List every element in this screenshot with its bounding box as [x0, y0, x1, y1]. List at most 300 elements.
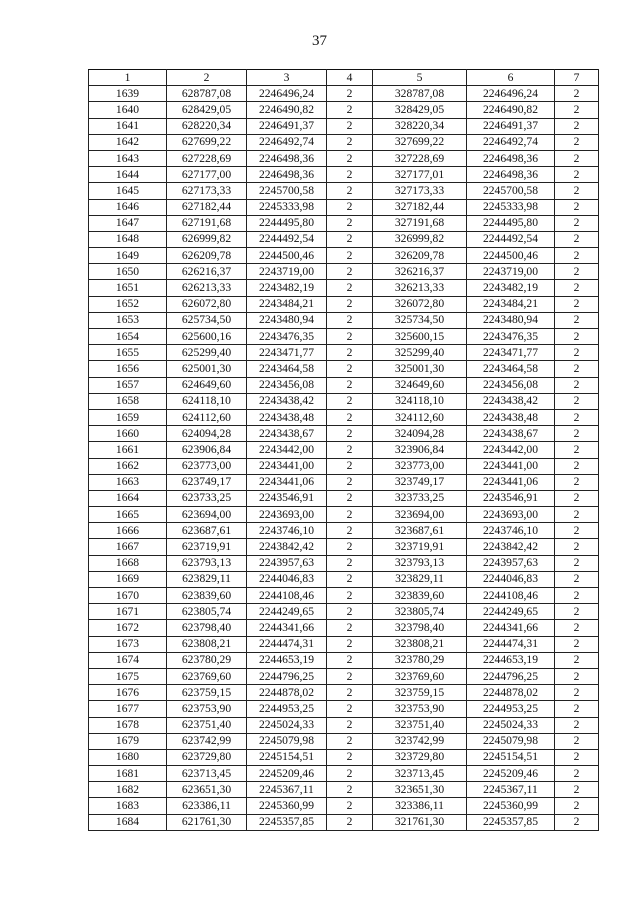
cell-x-coordinate: 623773,00: [167, 458, 247, 474]
cell-point-number: 1678: [89, 717, 167, 733]
cell-accuracy-class: 2: [327, 264, 373, 280]
table-row: [89, 377, 599, 393]
table-row: [89, 523, 599, 539]
cell-y-coordinate: 2245367,11: [247, 782, 327, 798]
cell-accuracy-class-alt: 2: [555, 523, 599, 539]
cell-accuracy-class: 2: [327, 507, 373, 523]
cell-point-number: 1665: [89, 507, 167, 523]
cell-y-coordinate-alt: 2243441,00: [467, 458, 555, 474]
cell-point-number: 1676: [89, 685, 167, 701]
cell-x-coordinate-alt: 327228,69: [373, 150, 467, 166]
cell-y-coordinate: 2243438,67: [247, 426, 327, 442]
header-cell-7: 7: [555, 70, 599, 86]
cell-accuracy-class: 2: [327, 215, 373, 231]
cell-accuracy-class-alt: 2: [555, 701, 599, 717]
cell-y-coordinate: 2245700,58: [247, 183, 327, 199]
cell-y-coordinate-alt: 2246491,37: [467, 118, 555, 134]
cell-x-coordinate: 627228,69: [167, 150, 247, 166]
cell-accuracy-class: 2: [327, 329, 373, 345]
cell-y-coordinate: 2243957,63: [247, 555, 327, 571]
cell-x-coordinate-alt: 326213,33: [373, 280, 467, 296]
table-body: [89, 86, 599, 831]
cell-accuracy-class-alt: 2: [555, 733, 599, 749]
cell-y-coordinate: 2244878,02: [247, 685, 327, 701]
cell-accuracy-class: 2: [327, 296, 373, 312]
cell-point-number: 1648: [89, 231, 167, 247]
cell-point-number: 1658: [89, 393, 167, 409]
cell-accuracy-class-alt: 2: [555, 199, 599, 215]
cell-accuracy-class-alt: 2: [555, 167, 599, 183]
table-row: [89, 150, 599, 166]
cell-y-coordinate-alt: 2244495,80: [467, 215, 555, 231]
cell-x-coordinate: 623719,91: [167, 539, 247, 555]
cell-accuracy-class: 2: [327, 361, 373, 377]
cell-y-coordinate: 2243438,42: [247, 393, 327, 409]
table-row: [89, 183, 599, 199]
cell-x-coordinate-alt: 325600,15: [373, 329, 467, 345]
cell-y-coordinate-alt: 2244492,54: [467, 231, 555, 247]
cell-y-coordinate-alt: 2245154,51: [467, 749, 555, 765]
cell-y-coordinate-alt: 2245360,99: [467, 798, 555, 814]
table-row: [89, 167, 599, 183]
cell-x-coordinate-alt: 323713,45: [373, 766, 467, 782]
cell-y-coordinate-alt: 2243471,77: [467, 345, 555, 361]
table-row: [89, 588, 599, 604]
table-row: [89, 199, 599, 215]
cell-y-coordinate-alt: 2244474,31: [467, 636, 555, 652]
table-row: [89, 685, 599, 701]
cell-y-coordinate: 2243484,21: [247, 296, 327, 312]
table-row: [89, 782, 599, 798]
cell-accuracy-class-alt: 2: [555, 717, 599, 733]
cell-x-coordinate: 628429,05: [167, 102, 247, 118]
table-row: [89, 442, 599, 458]
cell-x-coordinate-alt: 323780,29: [373, 652, 467, 668]
table-row: [89, 409, 599, 425]
cell-x-coordinate-alt: 323694,00: [373, 507, 467, 523]
table-row: [89, 701, 599, 717]
cell-y-coordinate: 2246496,24: [247, 86, 327, 102]
cell-x-coordinate: 623742,99: [167, 733, 247, 749]
cell-accuracy-class: 2: [327, 150, 373, 166]
table-row: [89, 539, 599, 555]
cell-point-number: 1655: [89, 345, 167, 361]
cell-y-coordinate: 2243842,42: [247, 539, 327, 555]
cell-x-coordinate-alt: 328220,34: [373, 118, 467, 134]
table-row: [89, 134, 599, 150]
cell-x-coordinate: 626209,78: [167, 248, 247, 264]
cell-x-coordinate-alt: 323751,40: [373, 717, 467, 733]
cell-x-coordinate: 626216,37: [167, 264, 247, 280]
cell-y-coordinate-alt: 2243480,94: [467, 312, 555, 328]
cell-y-coordinate-alt: 2245333,98: [467, 199, 555, 215]
cell-accuracy-class: 2: [327, 86, 373, 102]
cell-x-coordinate: 628787,08: [167, 86, 247, 102]
cell-y-coordinate: 2243480,94: [247, 312, 327, 328]
cell-y-coordinate-alt: 2243438,48: [467, 409, 555, 425]
cell-y-coordinate: 2245357,85: [247, 814, 327, 830]
cell-x-coordinate: 628220,34: [167, 118, 247, 134]
cell-accuracy-class: 2: [327, 636, 373, 652]
cell-y-coordinate: 2245360,99: [247, 798, 327, 814]
cell-accuracy-class: 2: [327, 312, 373, 328]
cell-x-coordinate: 623694,00: [167, 507, 247, 523]
cell-x-coordinate: 623906,84: [167, 442, 247, 458]
cell-accuracy-class-alt: 2: [555, 231, 599, 247]
cell-accuracy-class: 2: [327, 183, 373, 199]
cell-accuracy-class-alt: 2: [555, 766, 599, 782]
table-row: [89, 668, 599, 684]
cell-accuracy-class: 2: [327, 134, 373, 150]
cell-x-coordinate-alt: 323805,74: [373, 604, 467, 620]
cell-x-coordinate-alt: 323773,00: [373, 458, 467, 474]
table-row: [89, 798, 599, 814]
cell-accuracy-class: 2: [327, 571, 373, 587]
cell-accuracy-class: 2: [327, 231, 373, 247]
table-row: [89, 280, 599, 296]
table-row: [89, 620, 599, 636]
cell-accuracy-class-alt: 2: [555, 636, 599, 652]
cell-point-number: 1672: [89, 620, 167, 636]
cell-x-coordinate: 627177,00: [167, 167, 247, 183]
cell-y-coordinate: 2243441,00: [247, 458, 327, 474]
cell-accuracy-class-alt: 2: [555, 102, 599, 118]
table-row: [89, 345, 599, 361]
cell-accuracy-class-alt: 2: [555, 86, 599, 102]
cell-x-coordinate-alt: 325299,40: [373, 345, 467, 361]
cell-y-coordinate-alt: 2243546,91: [467, 490, 555, 506]
cell-point-number: 1667: [89, 539, 167, 555]
header-row: [89, 70, 599, 86]
cell-y-coordinate: 2244474,31: [247, 636, 327, 652]
cell-accuracy-class-alt: 2: [555, 361, 599, 377]
cell-x-coordinate: 626072,80: [167, 296, 247, 312]
cell-x-coordinate: 623805,74: [167, 604, 247, 620]
cell-accuracy-class: 2: [327, 652, 373, 668]
cell-accuracy-class-alt: 2: [555, 118, 599, 134]
cell-y-coordinate-alt: 2243442,00: [467, 442, 555, 458]
cell-y-coordinate-alt: 2244108,46: [467, 588, 555, 604]
cell-y-coordinate-alt: 2243719,00: [467, 264, 555, 280]
cell-accuracy-class-alt: 2: [555, 588, 599, 604]
cell-point-number: 1673: [89, 636, 167, 652]
cell-x-coordinate-alt: 323829,11: [373, 571, 467, 587]
cell-x-coordinate-alt: 323719,91: [373, 539, 467, 555]
cell-y-coordinate: 2246492,74: [247, 134, 327, 150]
coordinates-table: [88, 69, 599, 831]
cell-x-coordinate: 621761,30: [167, 814, 247, 830]
header-cell-6: 6: [467, 70, 555, 86]
cell-accuracy-class: 2: [327, 474, 373, 490]
cell-y-coordinate: 2246498,36: [247, 150, 327, 166]
cell-x-coordinate-alt: 324112,60: [373, 409, 467, 425]
cell-point-number: 1654: [89, 329, 167, 345]
cell-accuracy-class-alt: 2: [555, 474, 599, 490]
header-cell-5: 5: [373, 70, 467, 86]
cell-x-coordinate: 624112,60: [167, 409, 247, 425]
cell-x-coordinate: 623793,13: [167, 555, 247, 571]
table-row: [89, 814, 599, 830]
cell-x-coordinate: 625299,40: [167, 345, 247, 361]
cell-x-coordinate: 625734,50: [167, 312, 247, 328]
cell-accuracy-class-alt: 2: [555, 134, 599, 150]
cell-x-coordinate-alt: 323839,60: [373, 588, 467, 604]
cell-y-coordinate: 2243719,00: [247, 264, 327, 280]
cell-x-coordinate-alt: 323808,21: [373, 636, 467, 652]
table-row: [89, 329, 599, 345]
cell-x-coordinate-alt: 326999,82: [373, 231, 467, 247]
cell-y-coordinate-alt: 2243464,58: [467, 361, 555, 377]
cell-accuracy-class: 2: [327, 102, 373, 118]
cell-accuracy-class: 2: [327, 393, 373, 409]
cell-accuracy-class-alt: 2: [555, 604, 599, 620]
cell-accuracy-class-alt: 2: [555, 329, 599, 345]
cell-point-number: 1647: [89, 215, 167, 231]
cell-point-number: 1668: [89, 555, 167, 571]
table-row: [89, 86, 599, 102]
cell-y-coordinate-alt: 2243484,21: [467, 296, 555, 312]
cell-point-number: 1646: [89, 199, 167, 215]
cell-point-number: 1666: [89, 523, 167, 539]
table-row: [89, 231, 599, 247]
cell-y-coordinate: 2243476,35: [247, 329, 327, 345]
cell-accuracy-class-alt: 2: [555, 685, 599, 701]
cell-y-coordinate: 2244341,66: [247, 620, 327, 636]
cell-point-number: 1663: [89, 474, 167, 490]
table-header: [89, 70, 599, 86]
cell-accuracy-class: 2: [327, 377, 373, 393]
cell-point-number: 1650: [89, 264, 167, 280]
cell-accuracy-class: 2: [327, 717, 373, 733]
table-row: [89, 361, 599, 377]
cell-y-coordinate: 2243464,58: [247, 361, 327, 377]
cell-x-coordinate-alt: 326209,78: [373, 248, 467, 264]
cell-point-number: 1671: [89, 604, 167, 620]
cell-point-number: 1645: [89, 183, 167, 199]
cell-y-coordinate-alt: 2245367,11: [467, 782, 555, 798]
cell-y-coordinate: 2245024,33: [247, 717, 327, 733]
cell-point-number: 1662: [89, 458, 167, 474]
cell-y-coordinate-alt: 2246490,82: [467, 102, 555, 118]
cell-point-number: 1664: [89, 490, 167, 506]
cell-accuracy-class: 2: [327, 523, 373, 539]
header-cell-2: 2: [167, 70, 247, 86]
cell-accuracy-class: 2: [327, 782, 373, 798]
cell-accuracy-class: 2: [327, 814, 373, 830]
cell-y-coordinate: 2243456,08: [247, 377, 327, 393]
cell-x-coordinate: 624649,60: [167, 377, 247, 393]
cell-point-number: 1651: [89, 280, 167, 296]
cell-point-number: 1670: [89, 588, 167, 604]
cell-accuracy-class-alt: 2: [555, 393, 599, 409]
cell-x-coordinate-alt: 327177,01: [373, 167, 467, 183]
cell-accuracy-class-alt: 2: [555, 749, 599, 765]
cell-accuracy-class: 2: [327, 458, 373, 474]
cell-y-coordinate: 2245154,51: [247, 749, 327, 765]
cell-x-coordinate-alt: 327699,22: [373, 134, 467, 150]
cell-y-coordinate: 2243546,91: [247, 490, 327, 506]
table-row: [89, 749, 599, 765]
cell-y-coordinate: 2246491,37: [247, 118, 327, 134]
cell-accuracy-class-alt: 2: [555, 652, 599, 668]
cell-accuracy-class-alt: 2: [555, 571, 599, 587]
table-row: [89, 312, 599, 328]
cell-accuracy-class: 2: [327, 426, 373, 442]
cell-y-coordinate-alt: 2244500,46: [467, 248, 555, 264]
cell-accuracy-class-alt: 2: [555, 798, 599, 814]
cell-x-coordinate-alt: 327173,33: [373, 183, 467, 199]
cell-y-coordinate-alt: 2243693,00: [467, 507, 555, 523]
cell-y-coordinate-alt: 2245700,58: [467, 183, 555, 199]
cell-y-coordinate: 2243471,77: [247, 345, 327, 361]
table-row: [89, 555, 599, 571]
table-row: [89, 636, 599, 652]
cell-x-coordinate: 626213,33: [167, 280, 247, 296]
cell-point-number: 1675: [89, 668, 167, 684]
cell-accuracy-class-alt: 2: [555, 183, 599, 199]
cell-x-coordinate: 623753,90: [167, 701, 247, 717]
cell-x-coordinate: 623733,25: [167, 490, 247, 506]
cell-y-coordinate: 2245209,46: [247, 766, 327, 782]
table-row: [89, 118, 599, 134]
cell-y-coordinate: 2243441,06: [247, 474, 327, 490]
cell-point-number: 1684: [89, 814, 167, 830]
cell-x-coordinate: 623798,40: [167, 620, 247, 636]
cell-y-coordinate-alt: 2245024,33: [467, 717, 555, 733]
cell-accuracy-class: 2: [327, 668, 373, 684]
cell-x-coordinate: 623808,21: [167, 636, 247, 652]
cell-accuracy-class: 2: [327, 490, 373, 506]
cell-point-number: 1660: [89, 426, 167, 442]
cell-y-coordinate-alt: 2245079,98: [467, 733, 555, 749]
cell-accuracy-class: 2: [327, 766, 373, 782]
cell-accuracy-class-alt: 2: [555, 668, 599, 684]
table-row: [89, 296, 599, 312]
cell-accuracy-class: 2: [327, 539, 373, 555]
cell-y-coordinate-alt: 2245209,46: [467, 766, 555, 782]
cell-point-number: 1649: [89, 248, 167, 264]
cell-y-coordinate-alt: 2246498,36: [467, 167, 555, 183]
cell-point-number: 1642: [89, 134, 167, 150]
cell-y-coordinate-alt: 2244953,25: [467, 701, 555, 717]
table-row: [89, 766, 599, 782]
cell-accuracy-class: 2: [327, 409, 373, 425]
cell-x-coordinate-alt: 323729,80: [373, 749, 467, 765]
cell-x-coordinate-alt: 328787,08: [373, 86, 467, 102]
cell-point-number: 1639: [89, 86, 167, 102]
table-row: [89, 717, 599, 733]
cell-y-coordinate: 2243438,48: [247, 409, 327, 425]
cell-y-coordinate: 2244796,25: [247, 668, 327, 684]
cell-x-coordinate: 623651,30: [167, 782, 247, 798]
cell-x-coordinate: 627173,33: [167, 183, 247, 199]
cell-accuracy-class-alt: 2: [555, 620, 599, 636]
cell-point-number: 1659: [89, 409, 167, 425]
cell-x-coordinate: 623749,17: [167, 474, 247, 490]
cell-accuracy-class-alt: 2: [555, 345, 599, 361]
cell-y-coordinate-alt: 2244796,25: [467, 668, 555, 684]
cell-x-coordinate: 626999,82: [167, 231, 247, 247]
cell-y-coordinate: 2246498,36: [247, 167, 327, 183]
cell-accuracy-class-alt: 2: [555, 296, 599, 312]
cell-point-number: 1679: [89, 733, 167, 749]
cell-x-coordinate: 623713,45: [167, 766, 247, 782]
cell-y-coordinate-alt: 2244653,19: [467, 652, 555, 668]
cell-y-coordinate-alt: 2246492,74: [467, 134, 555, 150]
cell-point-number: 1653: [89, 312, 167, 328]
cell-y-coordinate: 2245333,98: [247, 199, 327, 215]
cell-y-coordinate: 2243482,19: [247, 280, 327, 296]
table-row: [89, 474, 599, 490]
cell-accuracy-class: 2: [327, 199, 373, 215]
cell-point-number: 1681: [89, 766, 167, 782]
cell-x-coordinate: 623829,11: [167, 571, 247, 587]
table-row: [89, 604, 599, 620]
cell-y-coordinate: 2244249,65: [247, 604, 327, 620]
cell-x-coordinate-alt: 323749,17: [373, 474, 467, 490]
cell-y-coordinate-alt: 2244249,65: [467, 604, 555, 620]
cell-x-coordinate-alt: 328429,05: [373, 102, 467, 118]
cell-y-coordinate: 2244046,83: [247, 571, 327, 587]
cell-accuracy-class: 2: [327, 118, 373, 134]
cell-accuracy-class-alt: 2: [555, 264, 599, 280]
cell-x-coordinate-alt: 323651,30: [373, 782, 467, 798]
cell-accuracy-class-alt: 2: [555, 782, 599, 798]
cell-point-number: 1652: [89, 296, 167, 312]
cell-y-coordinate-alt: 2243746,10: [467, 523, 555, 539]
page-number: 37: [312, 33, 327, 49]
cell-y-coordinate-alt: 2244046,83: [467, 571, 555, 587]
cell-point-number: 1677: [89, 701, 167, 717]
cell-x-coordinate-alt: 323793,13: [373, 555, 467, 571]
cell-y-coordinate-alt: 2243482,19: [467, 280, 555, 296]
header-cell-4: 4: [327, 70, 373, 86]
cell-x-coordinate: 625001,30: [167, 361, 247, 377]
cell-y-coordinate-alt: 2246496,24: [467, 86, 555, 102]
cell-point-number: 1661: [89, 442, 167, 458]
table-row: [89, 507, 599, 523]
cell-x-coordinate-alt: 327191,68: [373, 215, 467, 231]
cell-y-coordinate: 2244108,46: [247, 588, 327, 604]
cell-x-coordinate-alt: 324094,28: [373, 426, 467, 442]
cell-x-coordinate-alt: 323759,15: [373, 685, 467, 701]
cell-y-coordinate: 2243746,10: [247, 523, 327, 539]
table-row: [89, 264, 599, 280]
cell-x-coordinate-alt: 323733,25: [373, 490, 467, 506]
cell-accuracy-class-alt: 2: [555, 409, 599, 425]
table-row: [89, 458, 599, 474]
cell-y-coordinate: 2244500,46: [247, 248, 327, 264]
cell-accuracy-class-alt: 2: [555, 442, 599, 458]
cell-x-coordinate: 625600,16: [167, 329, 247, 345]
cell-point-number: 1640: [89, 102, 167, 118]
cell-x-coordinate-alt: 323769,60: [373, 668, 467, 684]
cell-point-number: 1680: [89, 749, 167, 765]
cell-x-coordinate-alt: 326216,37: [373, 264, 467, 280]
cell-x-coordinate: 623729,80: [167, 749, 247, 765]
cell-accuracy-class: 2: [327, 248, 373, 264]
cell-x-coordinate: 623751,40: [167, 717, 247, 733]
cell-accuracy-class-alt: 2: [555, 248, 599, 264]
cell-accuracy-class-alt: 2: [555, 150, 599, 166]
cell-point-number: 1656: [89, 361, 167, 377]
table-row: [89, 426, 599, 442]
cell-point-number: 1683: [89, 798, 167, 814]
cell-accuracy-class-alt: 2: [555, 555, 599, 571]
cell-point-number: 1674: [89, 652, 167, 668]
cell-y-coordinate-alt: 2243438,67: [467, 426, 555, 442]
cell-x-coordinate: 627699,22: [167, 134, 247, 150]
